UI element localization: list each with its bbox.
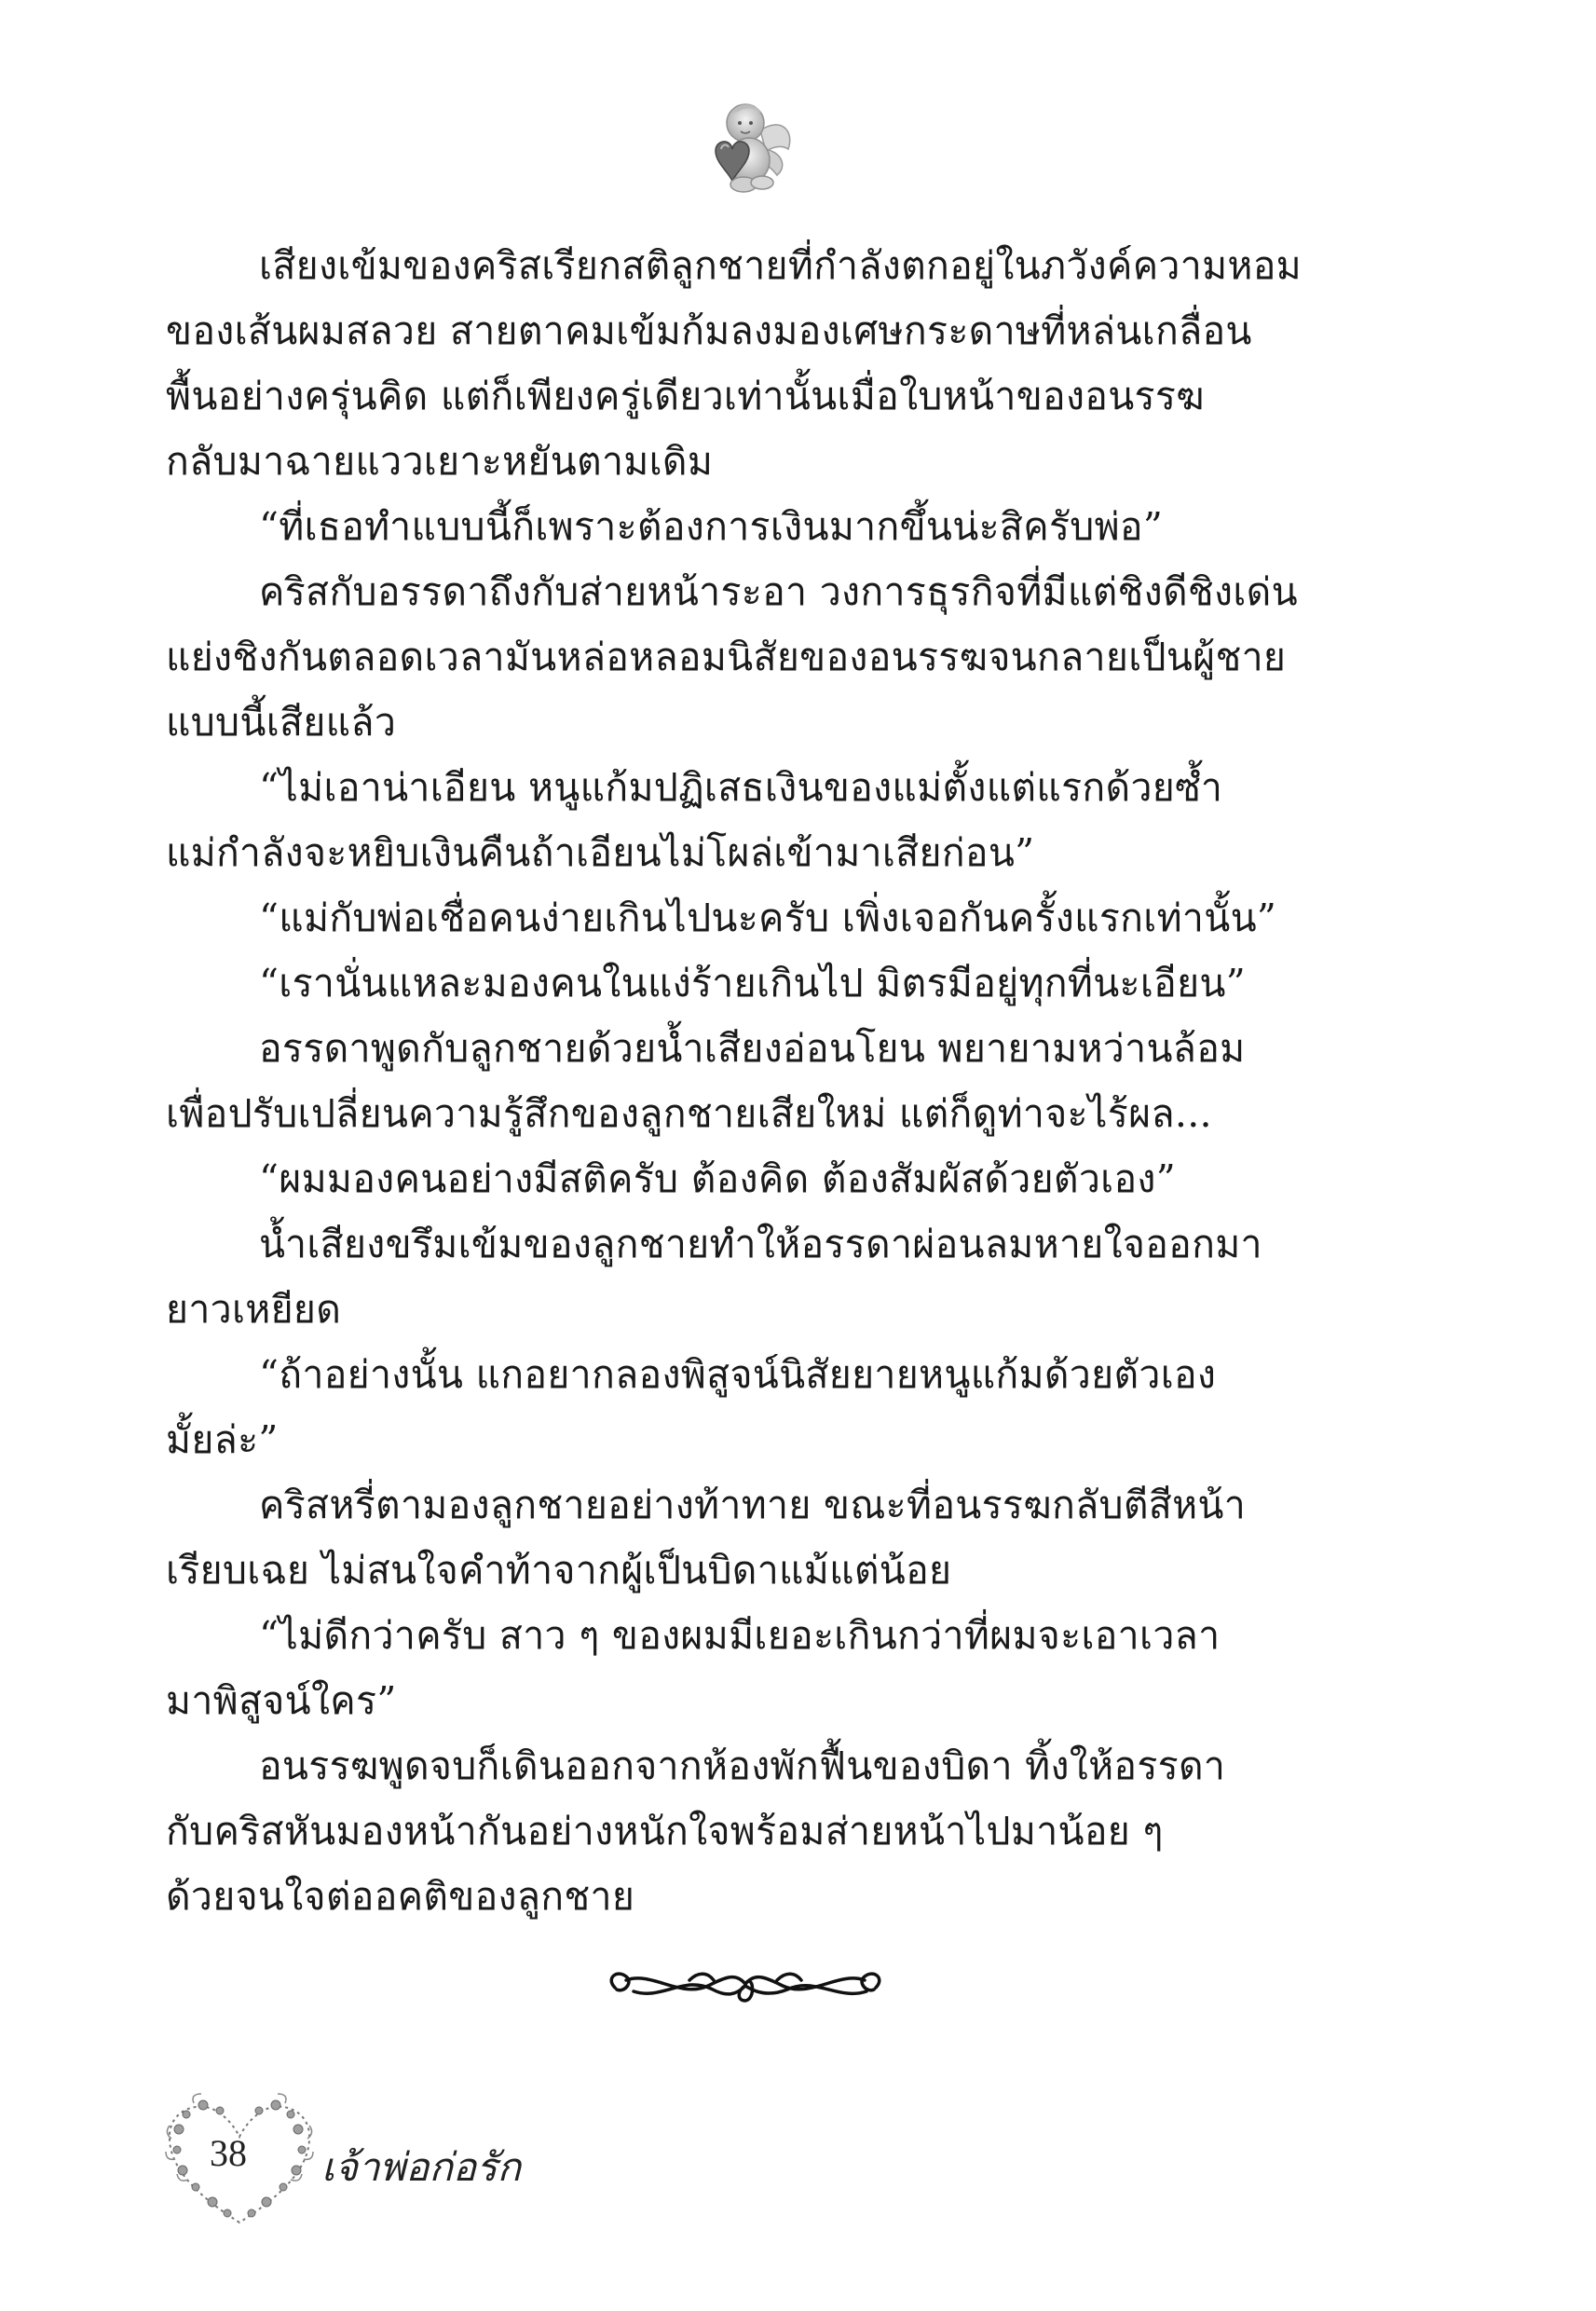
page-number: 38 [210, 2132, 247, 2174]
text-line: “ถ้าอย่างนั้น แกอยากลองพิสูจน์นิสัยยายหนูแก้มด้วยตัวเอง [259, 1352, 1217, 1397]
text-line: กับคริสหันมองหน้ากันอย่างหนักใจพร้อมส่ายหน้าไปมาน้อย ๆ [166, 1809, 1164, 1853]
paragraph [166, 950, 1330, 1016]
book-title: เจ้าพ่อก่อรัก [321, 2144, 522, 2190]
paragraph [166, 1146, 1330, 1211]
text-line: ด้วยจนใจต่ออคติของลูกชาย [166, 1874, 635, 1919]
paragraph [166, 233, 1330, 494]
text-line: อนรรฆพูดจบก็เดินออกจากห้องพักฟื้นของบิดา ทิ้งให้อรรดา [259, 1744, 1226, 1788]
text-line: เพื่อปรับเปลี่ยนความรู้สึกของลูกชายเสียใหม่ แต่ก็ดูท่าจะไร้ผล... [166, 1091, 1212, 1136]
paragraph [166, 559, 1330, 755]
text-line: แม่กำลังจะหยิบเงินคืนถ้าเอียนไม่โผล่เข้ามาเสียก่อน” [166, 830, 1035, 875]
text-line: เรียบเฉย ไม่สนใจคำท้าจากผู้เป็นบิดาแม้แต่น้อย [166, 1548, 952, 1593]
paragraph [166, 885, 1330, 950]
text-line: “ไม่ดีกว่าครับ สาว ๆ ของผมมีเยอะเกินกว่าที่ผมจะเอาเวลา [259, 1613, 1221, 1658]
text-line: คริสกับอรรดาถึงกับส่ายหน้าระอา วงการธุรกิจที่มีแต่ชิงดีชิงเด่น [259, 569, 1298, 614]
story-text [166, 233, 1330, 1929]
paragraph [166, 494, 1330, 559]
paragraph [166, 1733, 1330, 1929]
paragraph [166, 1603, 1330, 1733]
text-line: “ผมมองคนอย่างมีสติครับ ต้องคิด ต้องสัมผัสด้วยตัวเอง” [259, 1156, 1176, 1201]
text-line: แย่งชิงกันตลอดเวลามันหล่อหลอมนิสัยของอนรรฆจนกลายเป็นผู้ชาย [166, 635, 1287, 679]
paragraph [166, 1342, 1330, 1472]
ornamental-flourish-icon [596, 1952, 894, 2017]
text-line: “ที่เธอทำแบบนี้ก็เพราะต้องการเงินมากขึ้นน่ะสิครับพ่อ” [259, 504, 1164, 549]
paragraph [166, 755, 1330, 885]
text-line: น้ำเสียงขรึมเข้มของลูกชายทำให้อรรดาผ่อนลมหายใจออกมา [259, 1222, 1262, 1266]
paragraph [166, 1211, 1330, 1342]
text-line: “เรานั่นแหละมองคนในแง่ร้ายเกินไป มิตรมีอยู่ทุกที่นะเอียน” [259, 961, 1247, 1005]
page-footer [158, 2092, 717, 2232]
text-line: พื้นอย่างครุ่นคิด แต่ก็เพียงครู่เดียวเท่านั้นเมื่อใบหน้าของอนรรฆ [166, 374, 1205, 418]
text-line: อรรดาพูดกับลูกชายด้วยน้ำเสียงอ่อนโยน พยายามหว่านล้อม [259, 1026, 1246, 1071]
text-line: มาพิสูจน์ใคร” [166, 1678, 397, 1723]
paragraph [166, 1016, 1330, 1146]
text-line: มั้ยล่ะ” [166, 1417, 279, 1462]
text-line: ของเส้นผมสลวย สายตาคมเข้มก้มลงมองเศษกระดาษที่หล่นเกลื่อน [166, 308, 1252, 353]
text-line: กลับมาฉายแววเยาะหยันตามเดิม [166, 439, 714, 484]
cherub-heart-icon [688, 93, 799, 205]
text-line: เสียงเข้มของคริสเรียกสติลูกชายที่กำลังตกอยู่ในภวังค์ความหอม [259, 243, 1302, 288]
text-line: ยาวเหยียด [166, 1287, 342, 1332]
text-line: “ไม่เอาน่าเอียน หนูแก้มปฏิเสธเงินของแม่ตั้งแต่แรกด้วยซ้ำ [259, 765, 1223, 810]
text-line: “แม่กับพ่อเชื่อคนง่ายเกินไปนะครับ เพิ่งเจอกันครั้งแรกเท่านั้น” [259, 896, 1277, 940]
text-line: คริสหรี่ตามองลูกชายอย่างท้าทาย ขณะที่อนรรฆกลับตีสีหน้า [259, 1483, 1247, 1527]
text-line: แบบนี้เสียแล้ว [166, 700, 397, 745]
paragraph [166, 1472, 1330, 1603]
